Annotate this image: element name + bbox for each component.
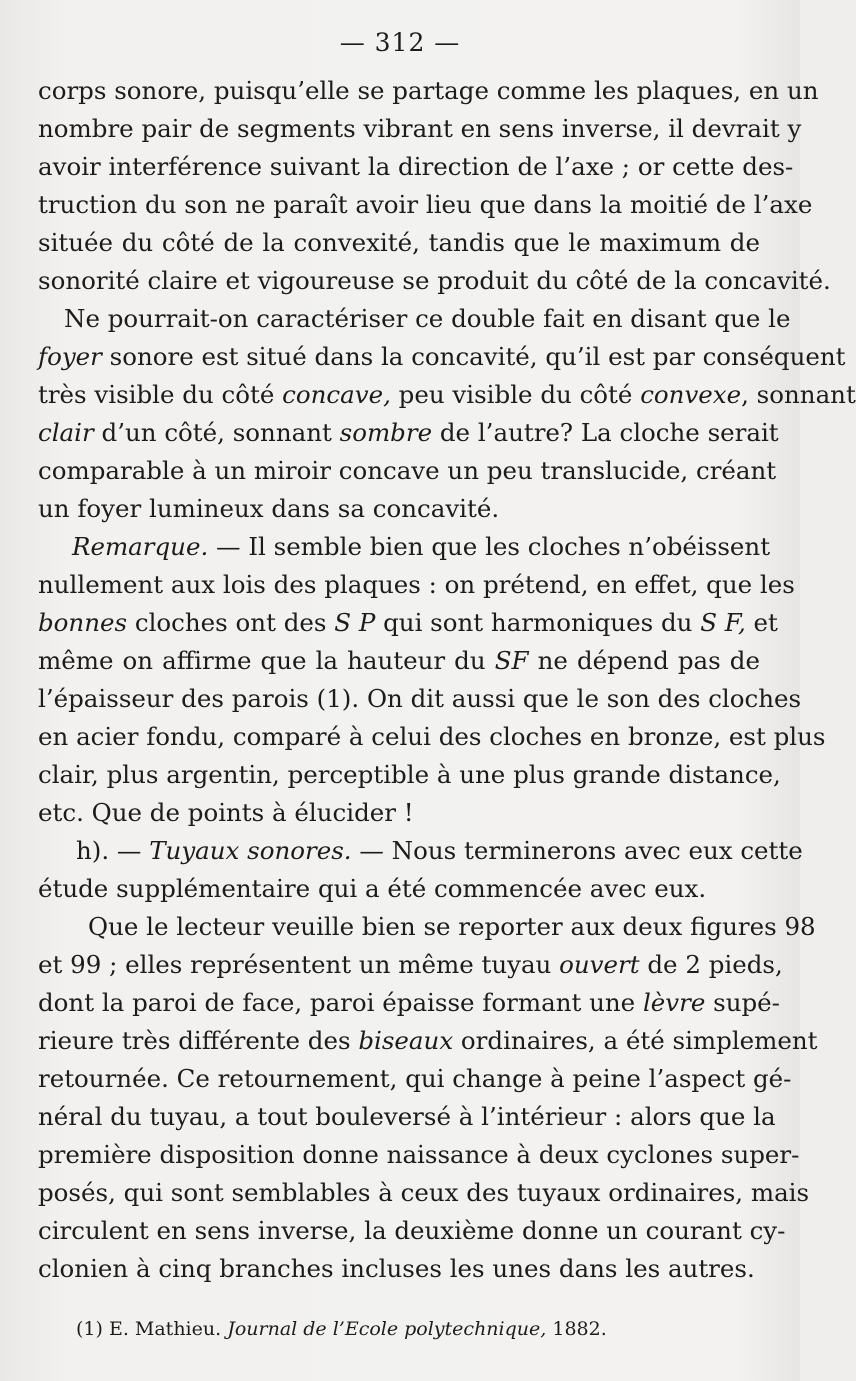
text-line (38, 1060, 792, 1097)
text-line (38, 794, 760, 831)
italic-term: Tuyaux sonores. (149, 836, 352, 865)
line-segment: nombre pair de segments vibrant en sens inverse, il devrait y (38, 114, 802, 143)
text-line (38, 490, 760, 527)
italic-term: concave, (282, 380, 391, 409)
line-segment: Que le lecteur veuille bien se reporter aux deux figures 98 (88, 912, 816, 941)
italic-term: sombre (339, 418, 433, 447)
italic-term: foyer (38, 342, 102, 371)
text-line (38, 642, 760, 679)
italic-term: Remarque. (72, 532, 209, 561)
text-line (38, 414, 779, 451)
text-line (38, 1174, 810, 1211)
line-segment: etc. Que de points à élucider ! (38, 798, 414, 827)
line-segment: première disposition donne naissance à deux cyclones super- (38, 1140, 800, 1169)
text-line (76, 832, 803, 869)
line-segment: d’un côté, sonnant (93, 418, 340, 447)
line-segment: dont la paroi de face, paroi épaisse formant une (38, 988, 643, 1017)
text-line (38, 262, 831, 299)
text-line (38, 338, 846, 375)
line-segment: posés, qui sont semblables à ceux des tuyaux ordinaires, mais (38, 1178, 810, 1207)
line-segment: peu visible du côté (390, 380, 641, 409)
line-segment: sonore est situé dans la concavité, qu’il est par conséquent (101, 342, 846, 371)
text-line (38, 756, 781, 793)
line-segment: ordinaires, a été simplement (453, 1026, 818, 1055)
italic-term: clair (38, 418, 94, 447)
italic-term: biseaux (358, 1026, 454, 1055)
line-segment: nullement aux lois des plaques : on prétend, en effet, que les (38, 570, 795, 599)
line-segment: très visible du côté (38, 380, 283, 409)
line-segment: étude supplémentaire qui a été commencée avec eux. (38, 874, 707, 903)
line-segment: de l’autre? La cloche serait (432, 418, 779, 447)
line-segment: truction du son ne paraît avoir lieu que dans la moitié de l’axe (38, 190, 813, 219)
line-segment: ne dépend pas de (528, 646, 760, 675)
line-segment: et (745, 608, 778, 637)
line-segment: qui sont harmoniques du (375, 608, 701, 637)
line-segment: un foyer lumineux dans sa concavité. (38, 494, 500, 523)
text-line (38, 984, 780, 1021)
line-segment: avoir interférence suivant la direction de l’axe ; or cette des- (38, 152, 794, 181)
footnote-year: 1882. (546, 1318, 607, 1340)
line-segment: l’épaisseur des parois (1). On dit aussi que le son des cloches (38, 684, 802, 713)
line-segment: clonien à cinq branches incluses les unes dans les autres. (38, 1254, 755, 1283)
line-segment: — Nous terminerons avec eux cette (351, 836, 803, 865)
text-line (38, 148, 794, 185)
line-segment: et 99 ; elles représentent un même tuyau (38, 950, 560, 979)
line-segment: située du côté de la convexité, tandis que le maximum de (38, 228, 760, 257)
text-line (38, 1250, 760, 1287)
text-line (38, 1022, 818, 1059)
line-segment: circulent en sens inverse, la deuxième donne un courant cy- (38, 1216, 786, 1245)
line-segment: de 2 pieds, (639, 950, 783, 979)
line-segment: même on affirme que la hauteur du (38, 646, 495, 675)
italic-term: convexe (640, 380, 742, 409)
italic-term: bonnes (38, 608, 128, 637)
italic-term: SF (494, 646, 529, 675)
text-line (38, 946, 783, 983)
line-segment: h). — (76, 836, 150, 865)
line-segment: néral du tuyau, a tout bouleversé à l’intérieur : alors que la (38, 1102, 776, 1131)
line-segment: retournée. Ce retournement, qui change à peine l’aspect gé- (38, 1064, 792, 1093)
text-line (38, 1098, 776, 1135)
line-segment: , sonnant (741, 380, 856, 409)
text-line (38, 110, 802, 147)
italic-term: S F, (700, 608, 746, 637)
text-line (38, 718, 826, 755)
line-segment: Ne pourrait-on caractériser ce double fait en disant que le (64, 304, 791, 333)
footnote-journal: Journal de l’Ecole polytechnique, (227, 1318, 547, 1340)
text-line (72, 528, 771, 565)
text-line (38, 224, 760, 261)
text-line (38, 566, 795, 603)
text-line (38, 680, 802, 717)
text-line (38, 72, 819, 109)
text-line (88, 908, 816, 945)
italic-term: S P (334, 608, 376, 637)
footnote (76, 1318, 607, 1340)
line-segment: cloches ont des (127, 608, 335, 637)
italic-term: ouvert (559, 950, 640, 979)
footnote-prefix: (1) E. Mathieu. (76, 1318, 228, 1340)
line-segment: corps sonore, puisqu’elle se partage comme les plaques, en un (38, 76, 819, 105)
line-segment: clair, plus argentin, perceptible à une plus grande distance, (38, 760, 781, 789)
italic-term: lèvre (642, 988, 706, 1017)
text-line (38, 1136, 800, 1173)
text-line (64, 300, 791, 337)
text-line (38, 870, 760, 907)
text-line (38, 376, 856, 413)
line-segment: supé- (705, 988, 780, 1017)
text-line (38, 1212, 786, 1249)
text-line (38, 452, 777, 489)
line-segment: — Il semble bien que les cloches n’obéissent (208, 532, 771, 561)
line-segment: comparable à un miroir concave un peu translucide, créant (38, 456, 777, 485)
page-number: — 312 — (339, 28, 461, 57)
line-segment: sonorité claire et vigoureuse se produit du côté de la concavité. (38, 266, 831, 295)
line-segment: en acier fondu, comparé à celui des cloches en bronze, est plus (38, 722, 826, 751)
text-line (38, 186, 813, 223)
line-segment: rieure très différente des (38, 1026, 359, 1055)
text-line (38, 604, 778, 641)
